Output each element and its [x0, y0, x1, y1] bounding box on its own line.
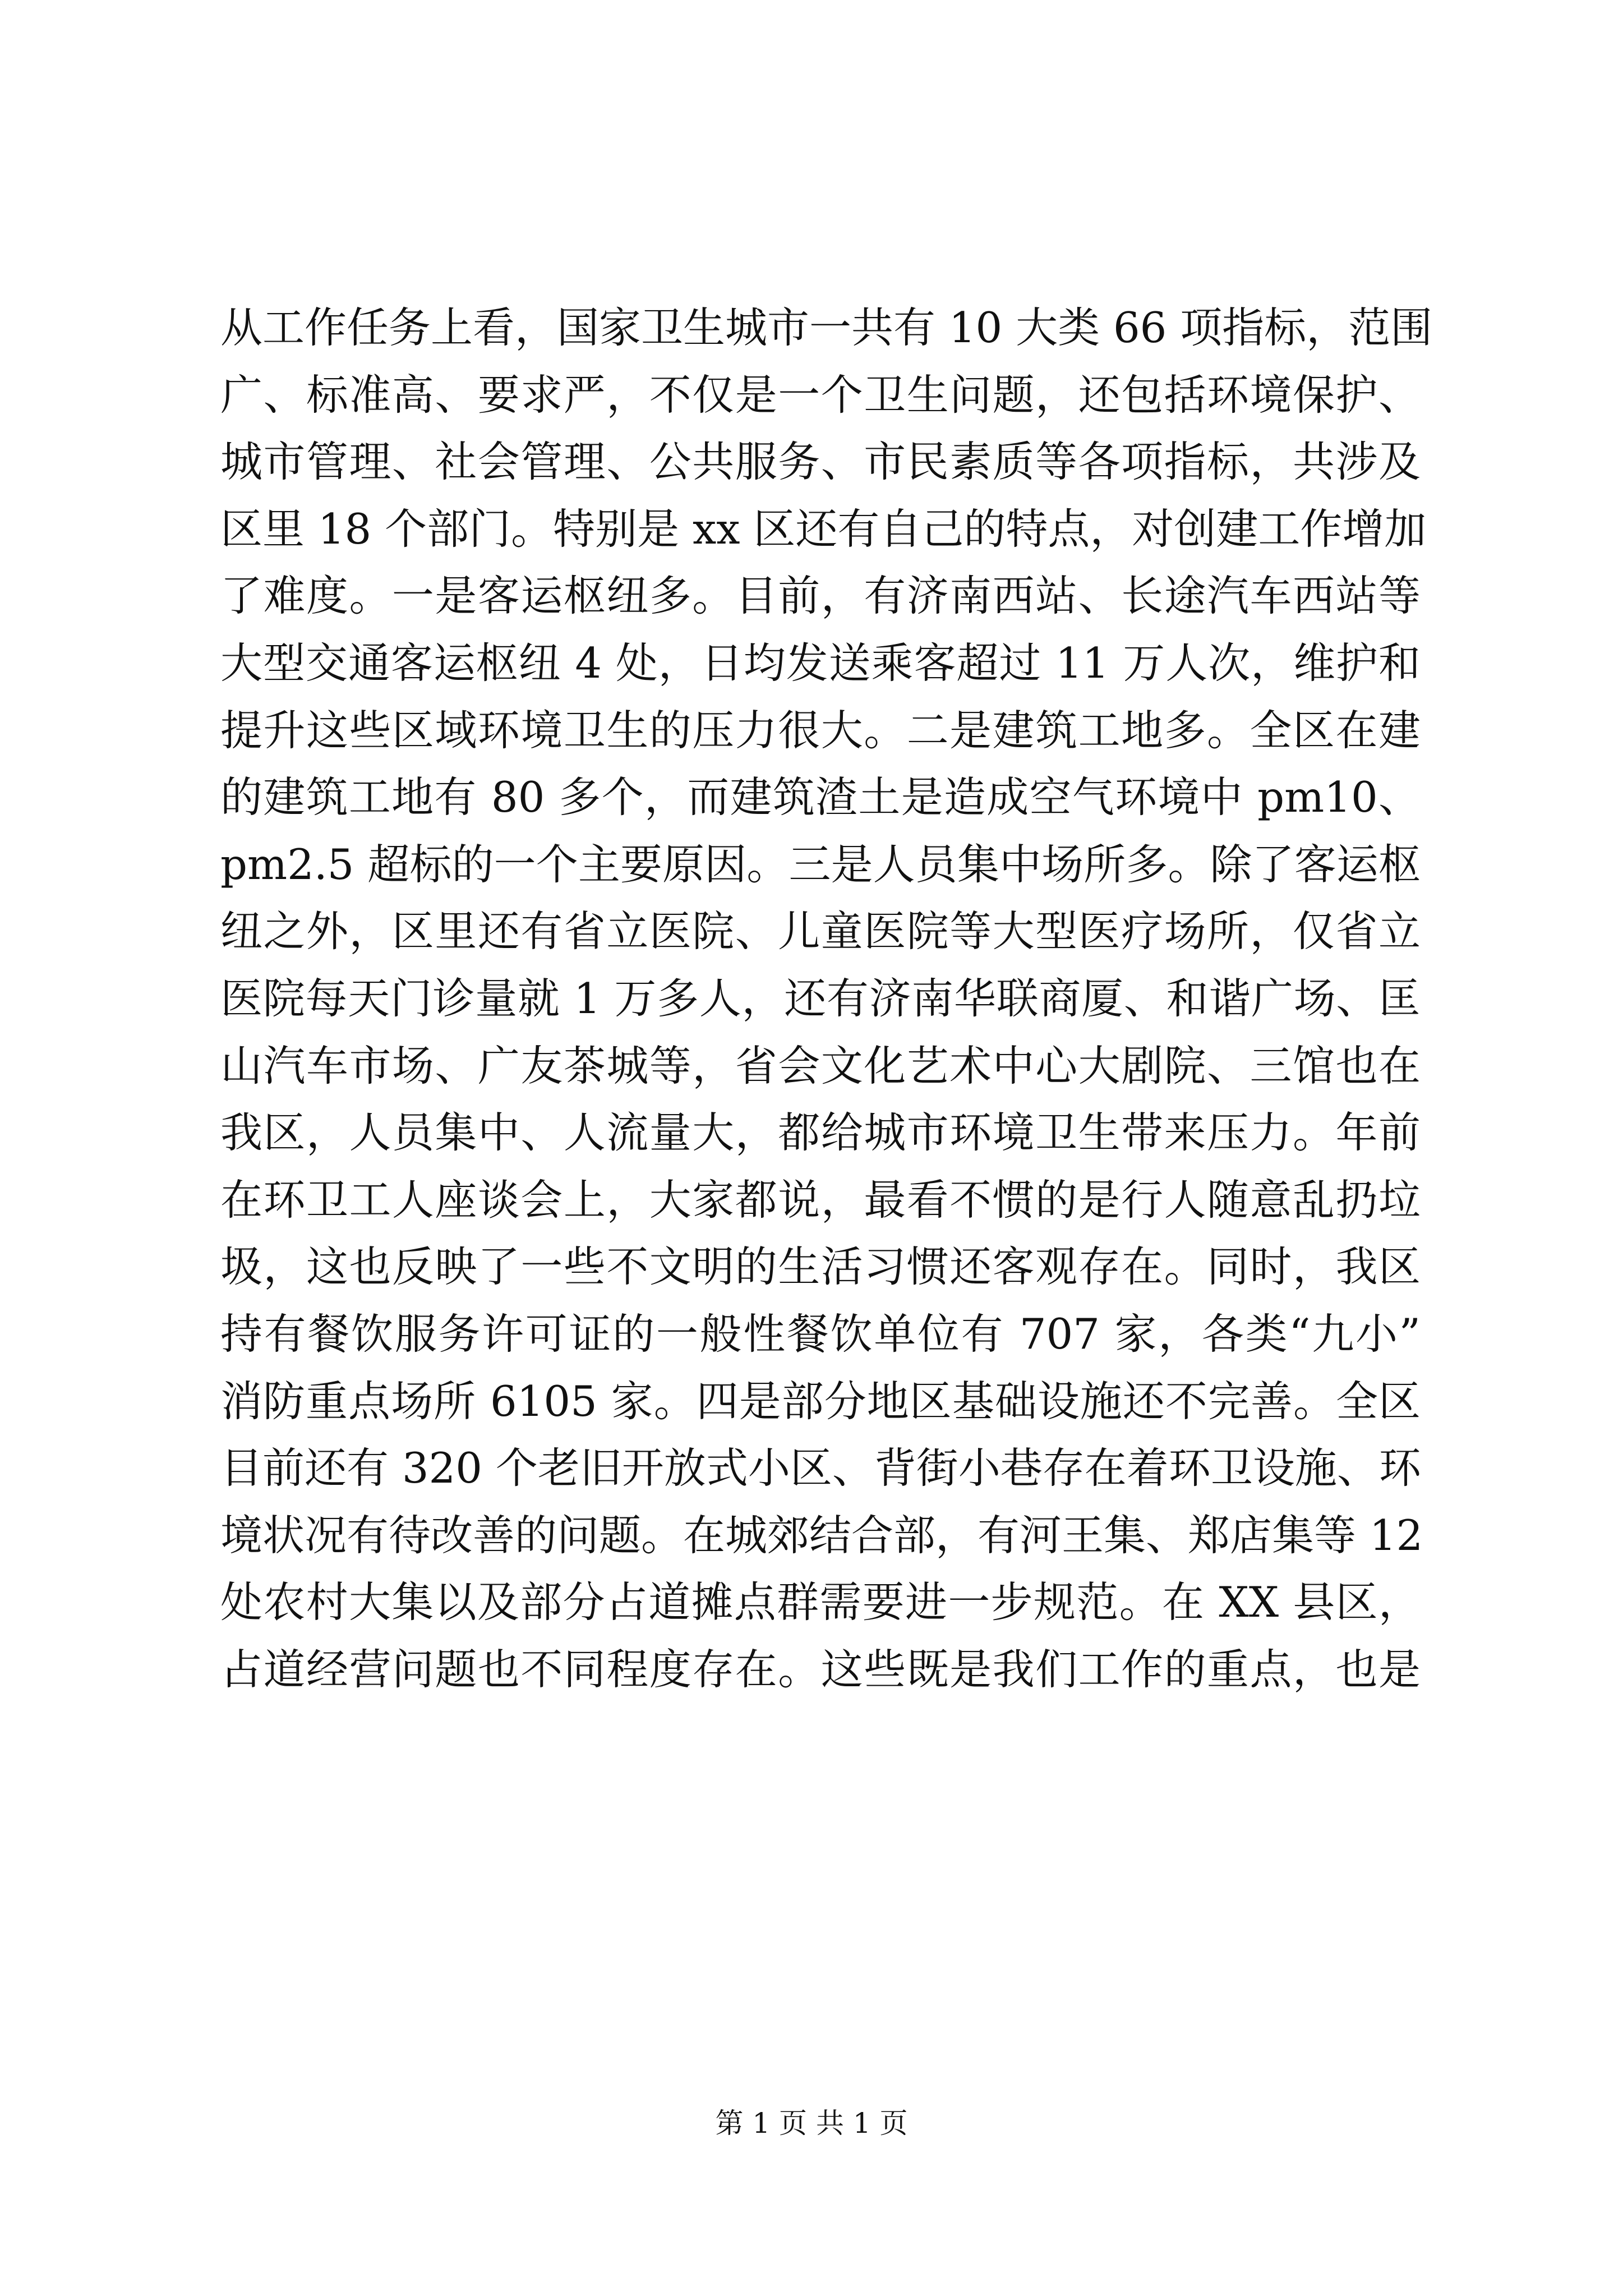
text-line: 山汽车市场、广友茶城等，省会文化艺术中心大剧院、三馆也在	[220, 1041, 1421, 1091]
text-line: 我区，人员集中、人流量大，都给城市环境卫生带来压力。年前	[220, 1108, 1421, 1158]
text-line: 圾，这也反映了一些不文明的生活习惯还客观存在。同时，我区	[220, 1242, 1421, 1292]
text-line: 的建筑工地有 80 多个，而建筑渣土是造成空气环境中 pm10、	[220, 772, 1421, 822]
text-line: 境状况有待改善的问题。在城郊结合部，有河王集、郑店集等 12	[220, 1510, 1423, 1560]
text-line: 提升这些区域环境卫生的压力很大。二是建筑工地多。全区在建	[220, 705, 1421, 755]
text-line: 占道经营问题也不同程度存在。这些既是我们工作的重点，也是	[220, 1644, 1421, 1694]
text-line: 纽之外，区里还有省立医院、儿童医院等大型医疗场所，仅省立	[220, 907, 1421, 956]
text-line: 持有餐饮服务许可证的一般性餐饮单位有 707 家，各类“九小”	[220, 1309, 1421, 1359]
text-line: 大型交通客运枢纽 4 处，日均发送乘客超过 11 万人次，维护和	[220, 638, 1421, 688]
page-number-label: 第 1 页 共 1 页	[715, 2107, 908, 2139]
page-footer	[0, 2101, 1623, 2141]
text-line: 目前还有 320 个老旧开放式小区、背街小巷存在着环卫设施、环	[220, 1443, 1421, 1493]
text-line: pm2.5 超标的一个主要原因。三是人员集中场所多。除了客运枢	[220, 839, 1421, 889]
text-line: 区里 18 个部门。特别是 xx 区还有自己的特点，对创建工作增加	[220, 504, 1427, 554]
text-line: 广、标准高、要求严，不仅是一个卫生问题，还包括环境保护、	[220, 370, 1421, 420]
text-line: 了难度。一是客运枢纽多。目前，有济南西站、长途汽车西站等	[220, 571, 1421, 621]
text-line: 在环卫工人座谈会上，大家都说，最看不惯的是行人随意乱扔垃	[220, 1175, 1421, 1225]
body-paragraph	[220, 295, 1433, 1703]
text-line: 消防重点场所 6105 家。四是部分地区基础设施还不完善。全区	[220, 1376, 1421, 1426]
text-line: 城市管理、社会管理、公共服务、市民素质等各项指标，共涉及	[220, 437, 1421, 487]
text-line: 处农村大集以及部分占道摊点群需要进一步规范。在 XX 县区，	[220, 1577, 1421, 1627]
text-line: 医院每天门诊量就 1 万多人，还有济南华联商厦、和谐广场、匡	[220, 973, 1421, 1023]
text-line: 从工作任务上看，国家卫生城市一共有 10 大类 66 项指标，范围	[220, 303, 1433, 352]
